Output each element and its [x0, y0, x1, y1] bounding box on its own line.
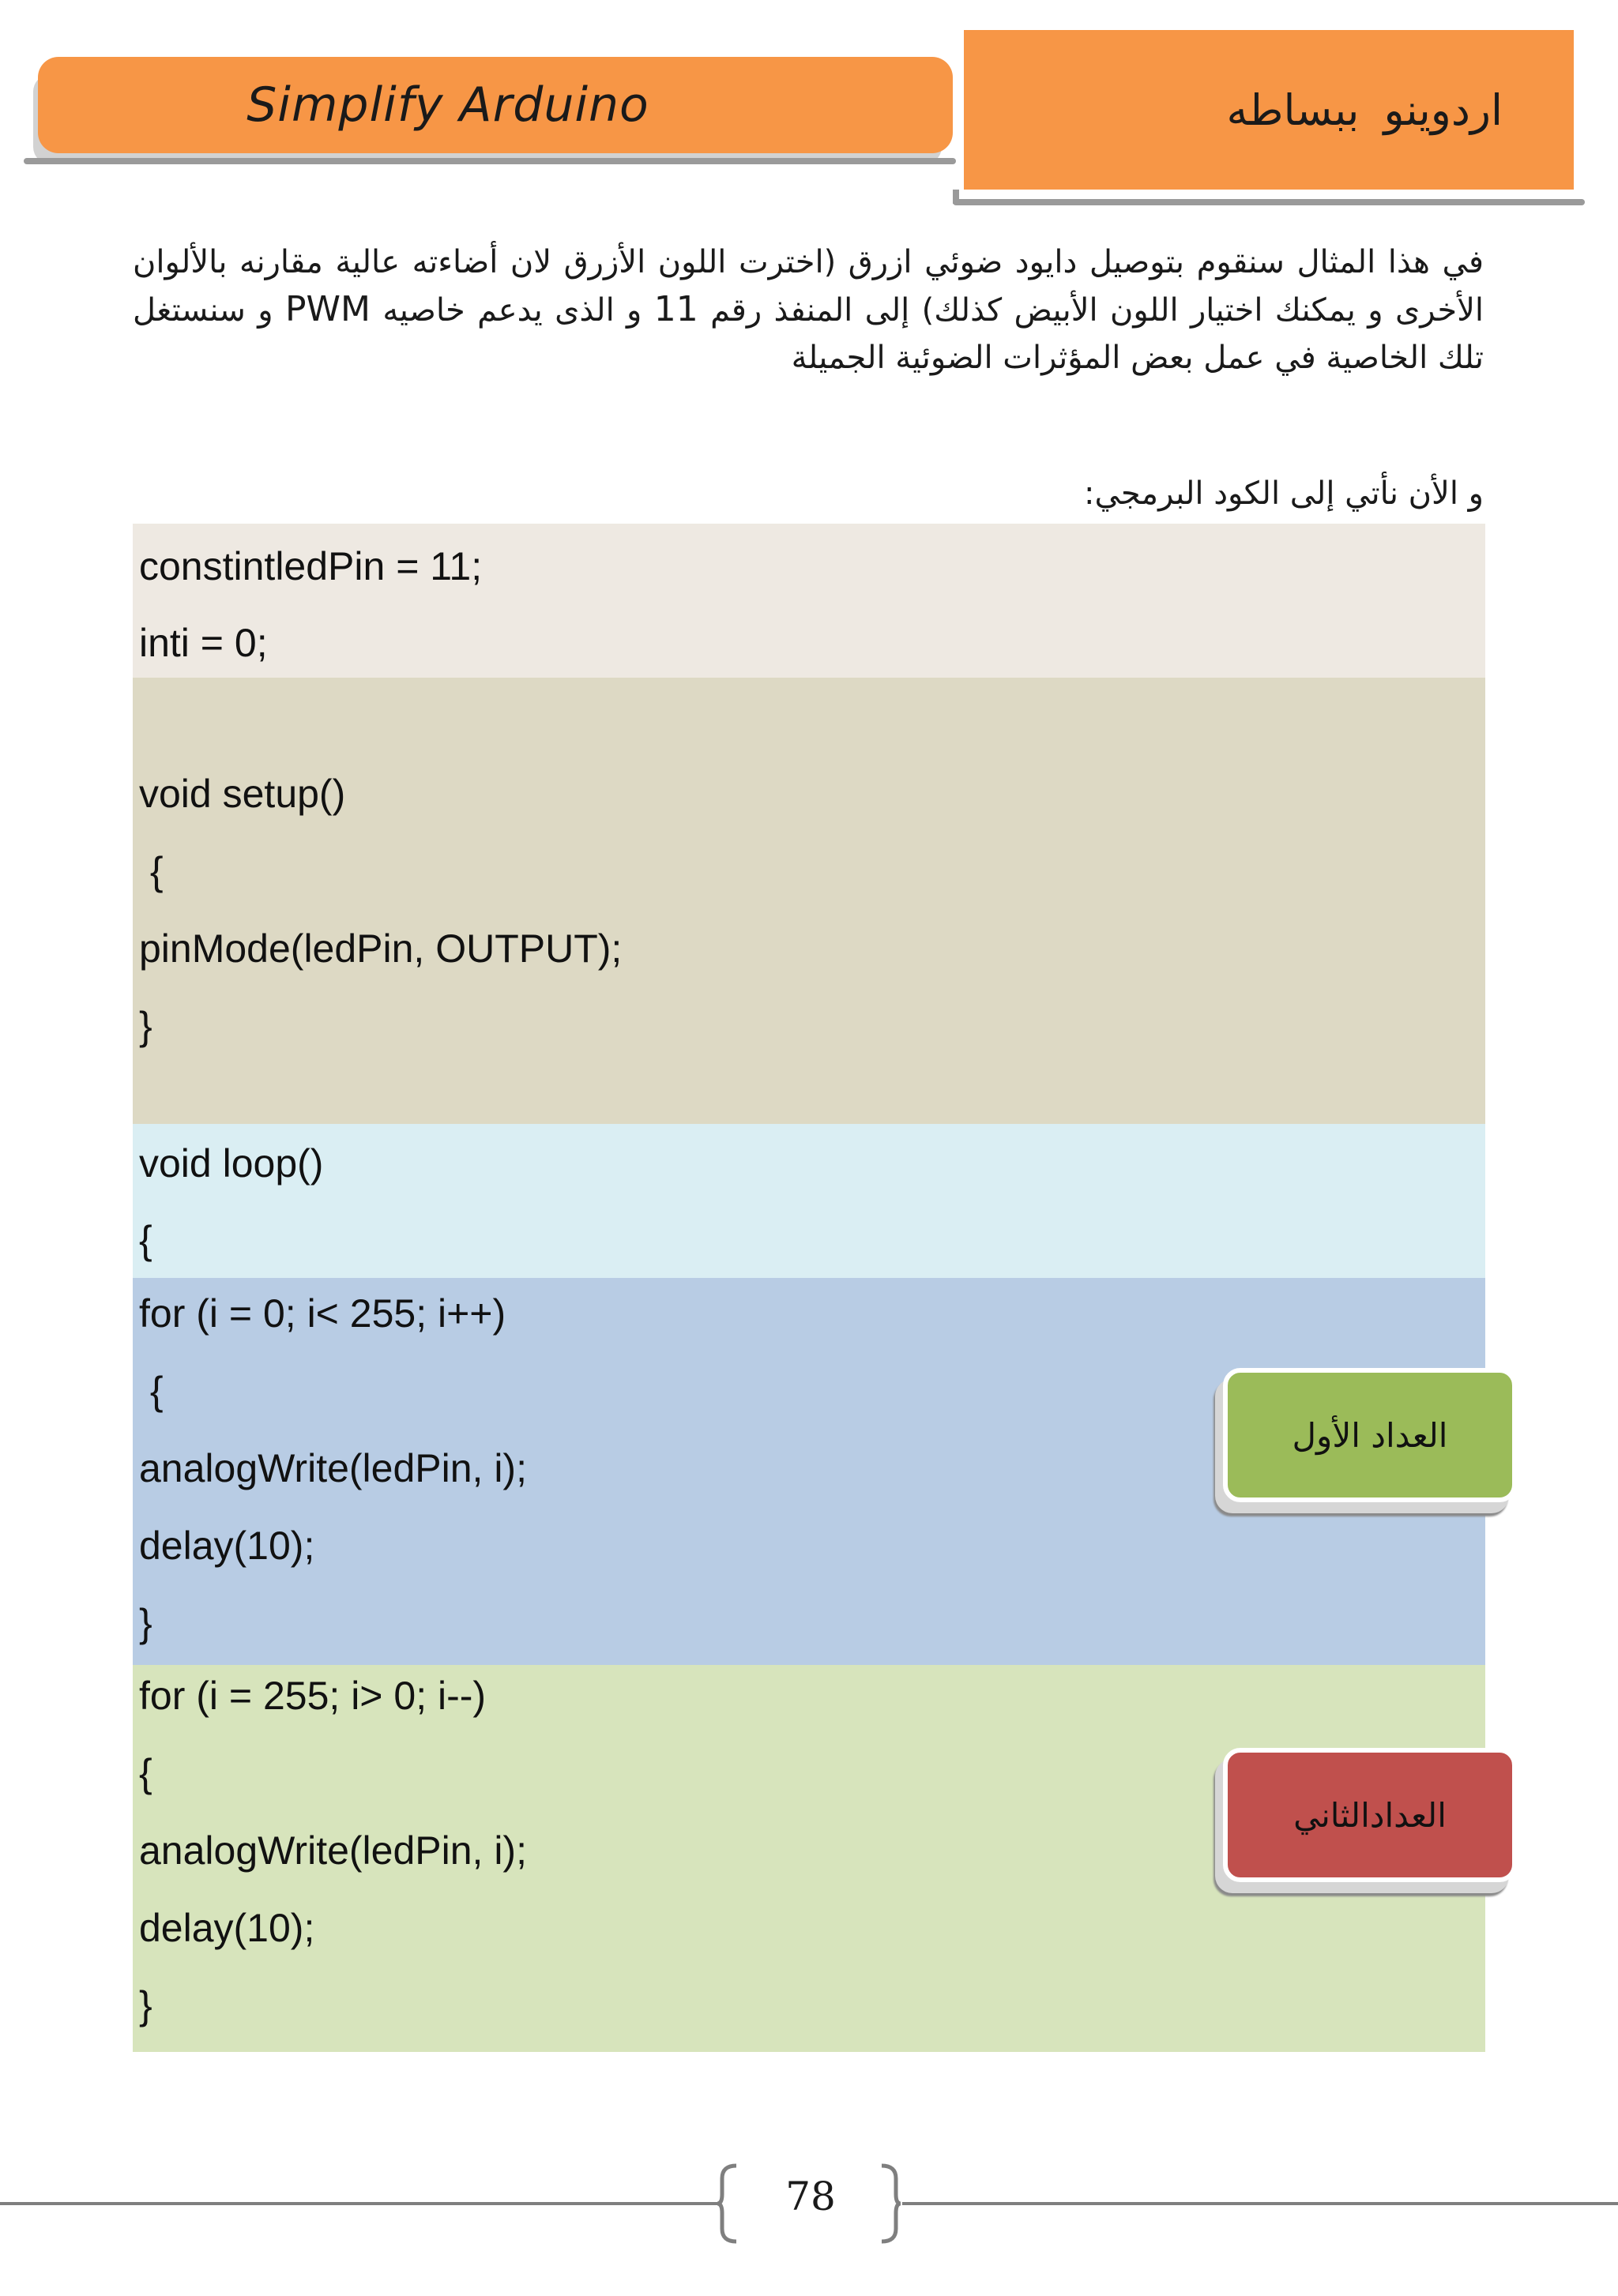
code-line: constintledPin = 11;	[139, 544, 483, 588]
first-counter-label	[1223, 1368, 1517, 1502]
code-line: {	[139, 1218, 152, 1262]
code-line: for (i = 0; i< 255; i++)	[139, 1291, 506, 1336]
header-title-english: Simplify Arduino	[246, 77, 649, 133]
intro-text-part2: و الذى يدعم خاصيه	[370, 292, 654, 329]
header-edge-right	[953, 190, 959, 204]
intro-pin-number: 11	[653, 289, 698, 329]
header-underline-left	[24, 158, 956, 164]
header-underline-right	[953, 199, 1585, 205]
footer-rule-left	[0, 2202, 719, 2205]
intro-text-part3: و سنستغل تلك الخاصية في عمل بعض المؤثرات الضوئية الجميلة	[133, 292, 1484, 376]
code-line: {	[139, 1369, 164, 1413]
code-line: analogWrite(ledPin, i);	[139, 1446, 527, 1490]
code-line: delay(10);	[139, 1524, 315, 1568]
intro-text-part1: في هذا المثال سنقوم بتوصيل دايود ضوئي ازرق (اخترت اللون الأزرق لان أضاءته عالية مقارنه بالألوان الأخرى و يمكنك اختيار اللون الأبيض كذلك) إلى المنفذ رقم	[133, 244, 1484, 329]
code-section-declarations	[133, 524, 1485, 678]
code-line: inti = 0;	[139, 621, 268, 665]
left-brace-icon	[716, 2163, 739, 2245]
code-lead-text: و الأن نأتي إلى الكود البرمجي:	[1084, 475, 1484, 512]
right-brace-icon	[879, 2163, 902, 2245]
code-line: void loop()	[139, 1141, 324, 1186]
code-line: void setup()	[139, 772, 346, 816]
code-section-setup	[133, 678, 1485, 1124]
page-number: 78	[785, 2174, 836, 2219]
code-line: pinMode(ledPin, OUTPUT);	[139, 926, 623, 971]
header-banner-arabic	[964, 30, 1574, 190]
code-line: }	[139, 1004, 152, 1048]
code-line: }	[139, 1983, 152, 2027]
second-counter-text: العدادالثاني	[1293, 1795, 1447, 1835]
code-line: }	[139, 1601, 152, 1645]
code-line: {	[139, 849, 164, 893]
code-line: {	[139, 1751, 152, 1795]
code-section-loop	[133, 1124, 1485, 1278]
first-counter-text: العداد الأول	[1292, 1415, 1448, 1455]
code-line: delay(10);	[139, 1906, 315, 1950]
header-title-arabic: اردوينو ببساطه	[1226, 85, 1503, 135]
footer-rule-right	[902, 2202, 1618, 2205]
code-line: analogWrite(ledPin, i);	[139, 1828, 527, 1873]
code-line	[139, 678, 1485, 755]
code-line: for (i = 255; i> 0; i--)	[139, 1674, 487, 1718]
intro-pwm: PWM	[284, 289, 371, 329]
intro-paragraph	[133, 239, 1484, 381]
header-banner-english	[38, 57, 953, 153]
second-counter-label	[1223, 1748, 1517, 1882]
